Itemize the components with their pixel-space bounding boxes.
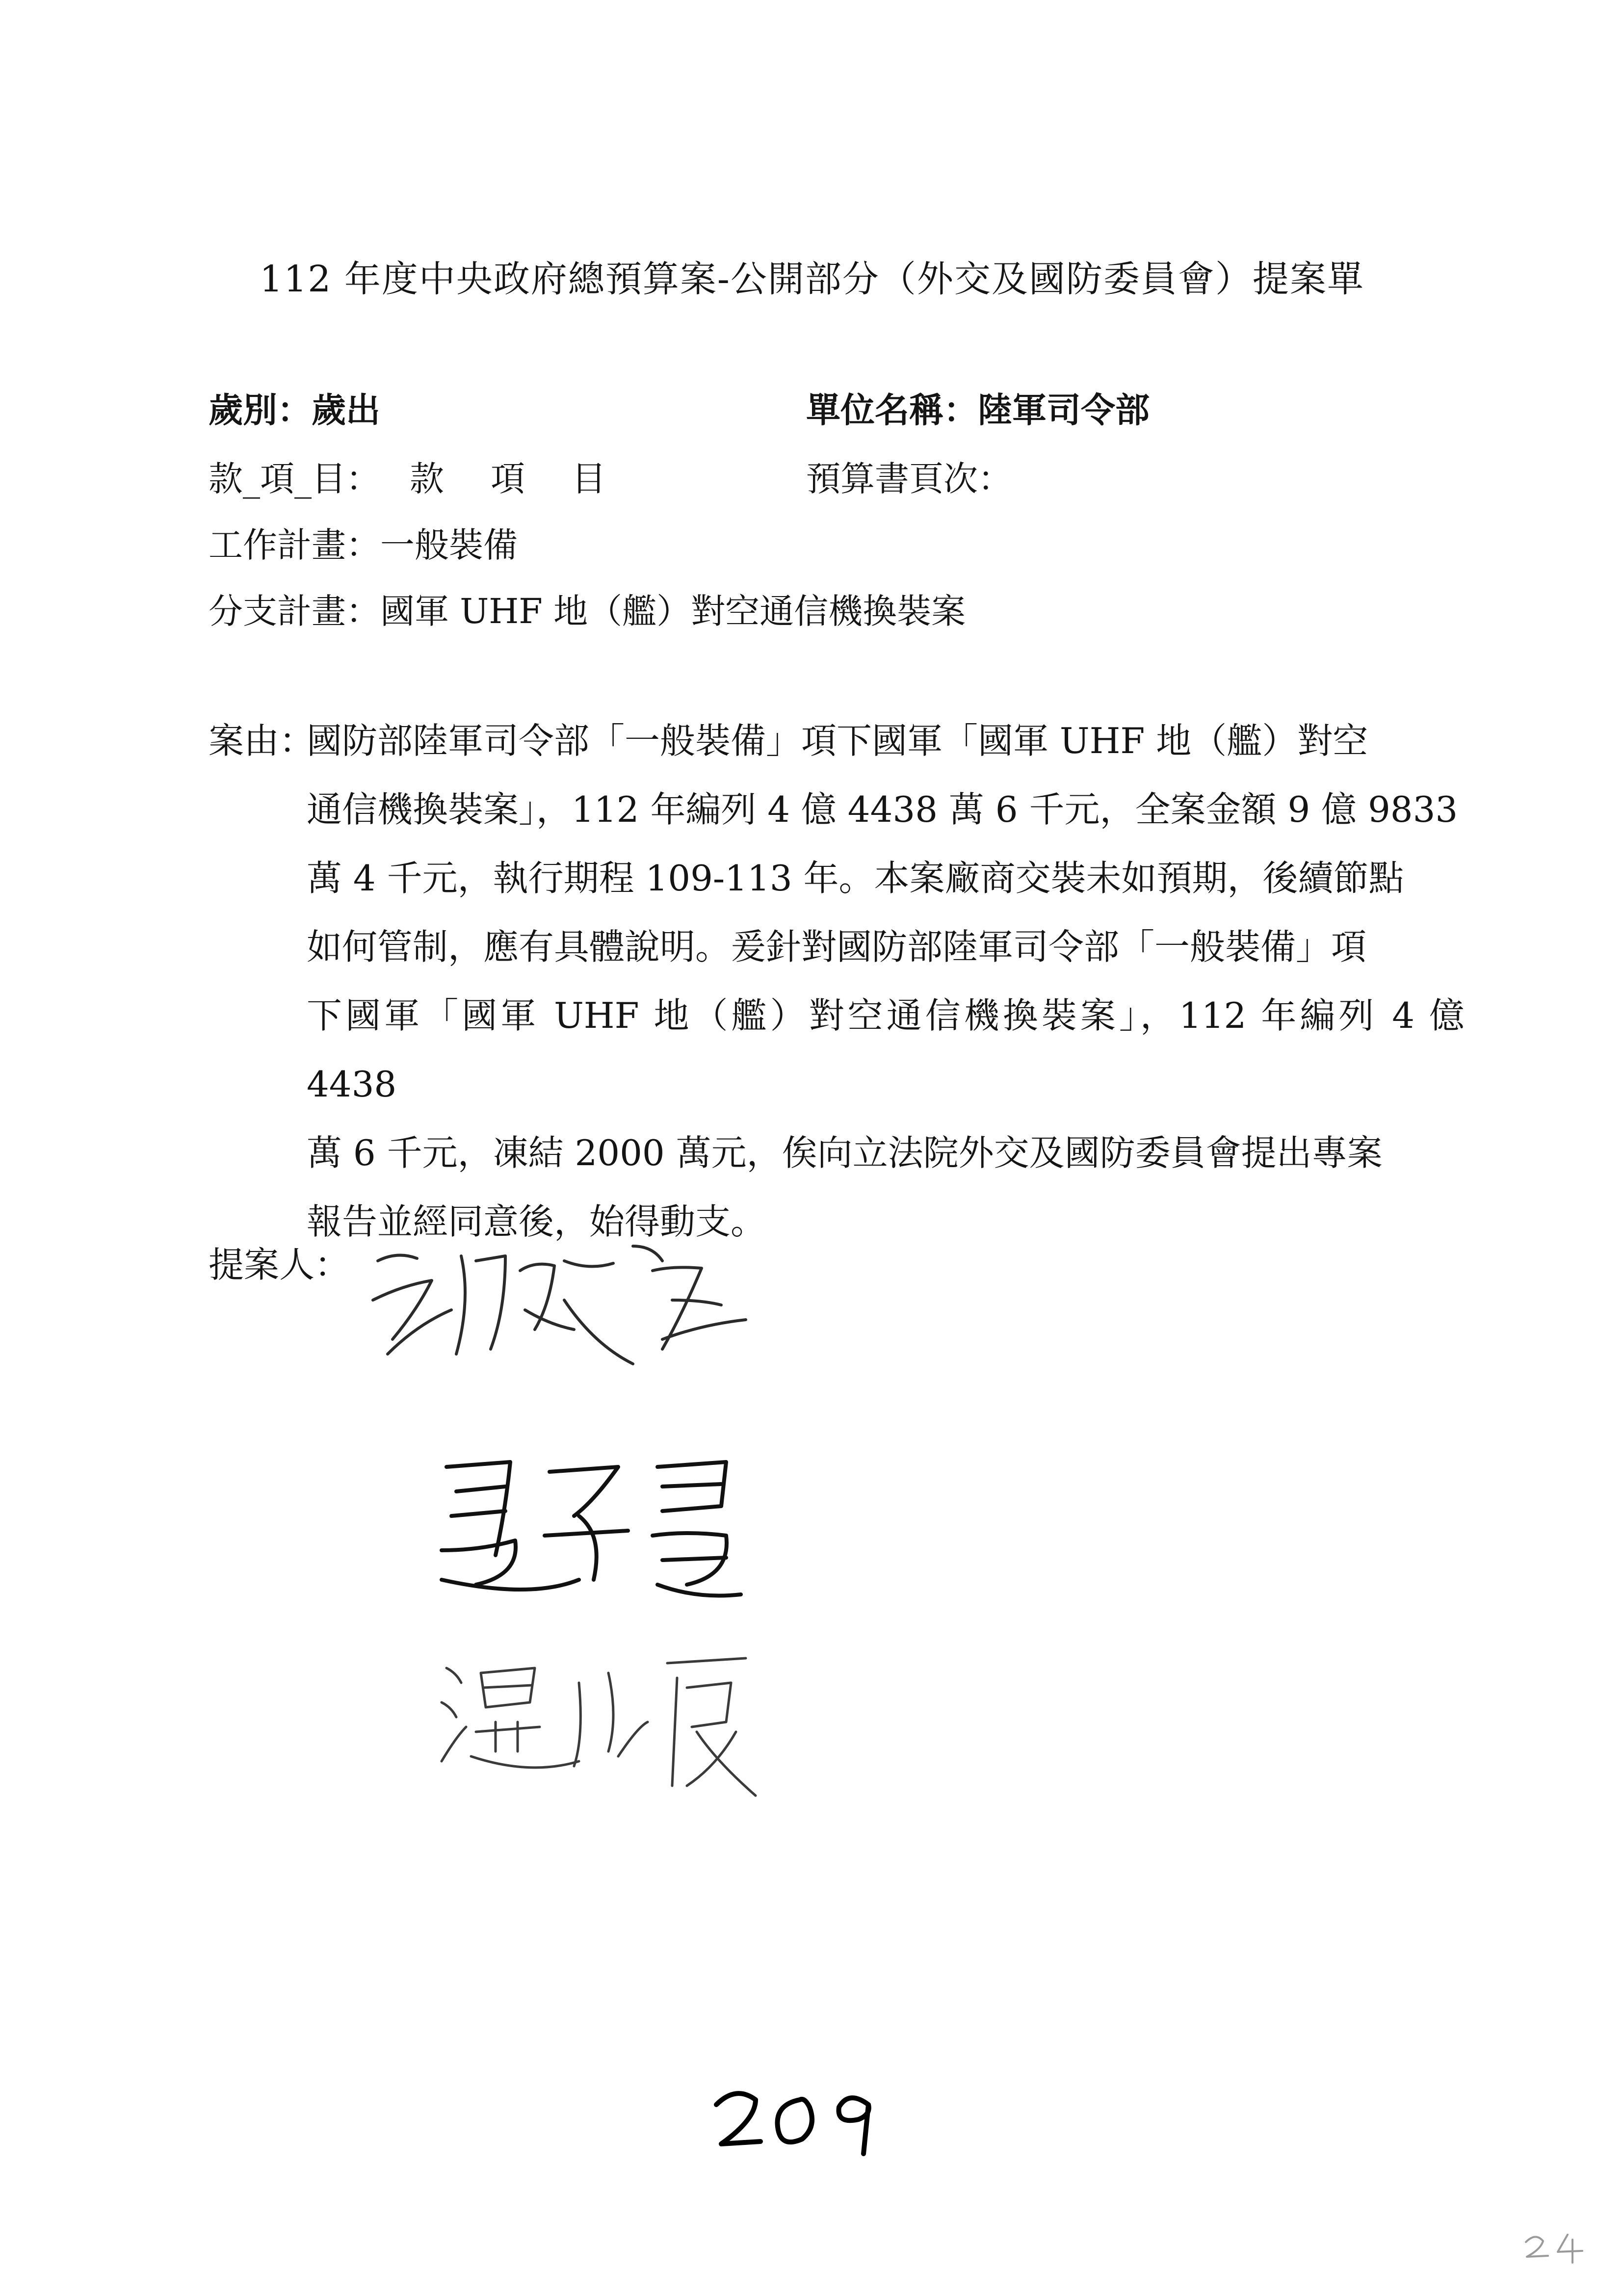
handwritten-page-number <box>707 2080 893 2159</box>
meta-row-2 <box>209 451 1484 500</box>
kxm-value-kuan: 款 <box>410 459 444 499</box>
branch-plan: 分支計畫：國軍 UHF 地（艦）對空通信機換裝案 <box>209 591 966 631</box>
reason-line: 報告並經同意後，始得動支。 <box>307 1201 766 1242</box>
signature-1 <box>358 1226 760 1388</box>
reason-line: 萬 6 千元，凍結 2000 萬元，俟向立法院外交及國防委員會提出專案 <box>307 1132 1383 1174</box>
reason-line: 國防部陸軍司令部「一般裝備」項下國軍「國軍 UHF 地（艦）對空 <box>307 720 1368 761</box>
meta-row-1 <box>209 383 1484 432</box>
signature-2 <box>432 1437 756 1614</box>
reason-line: 萬 4 千元，執行期程 109-113 年。本案廠商交裝未如預期，後續節點 <box>307 858 1404 899</box>
reason-line: 如何管制，應有具體說明。爰針對國防部陸軍司令部「一般裝備」項 <box>307 926 1367 967</box>
unit-name: 單位名稱：陸軍司令部 <box>806 390 1150 430</box>
reason-label: 案由： <box>209 720 315 761</box>
meta-row-3 <box>209 518 1484 567</box>
reason-line: 通信機換裝案」，112 年編列 4 億 4438 萬 6 千元，全案金額 9 億 9833 <box>307 789 1458 830</box>
budget-page: 預算書頁次： <box>806 459 1012 499</box>
corner-pencil-mark <box>1521 2227 1590 2267</box>
meta-row-4 <box>209 584 1484 633</box>
kxm-value-xiang: 項 <box>491 459 525 499</box>
reason-line: 下國軍「國軍 UHF 地（艦）對空通信機換裝案」，112 年編列 4 億 4438 <box>307 995 1465 1105</box>
work-plan: 工作計畫：一般裝備 <box>209 525 518 565</box>
kxm-field <box>209 451 606 501</box>
year-type: 歲別：歲出 <box>209 390 380 430</box>
signature-3 <box>432 1639 775 1815</box>
reason-text <box>307 706 1465 1256</box>
kxm-label: 款_項_目： <box>209 459 380 499</box>
proposer-label: 提案人： <box>209 1244 350 1285</box>
page-title: 112 年度中央政府總預算案-公開部分（外交及國防委員會）提案單 <box>260 258 1364 300</box>
kxm-value-mu: 目 <box>572 459 606 499</box>
